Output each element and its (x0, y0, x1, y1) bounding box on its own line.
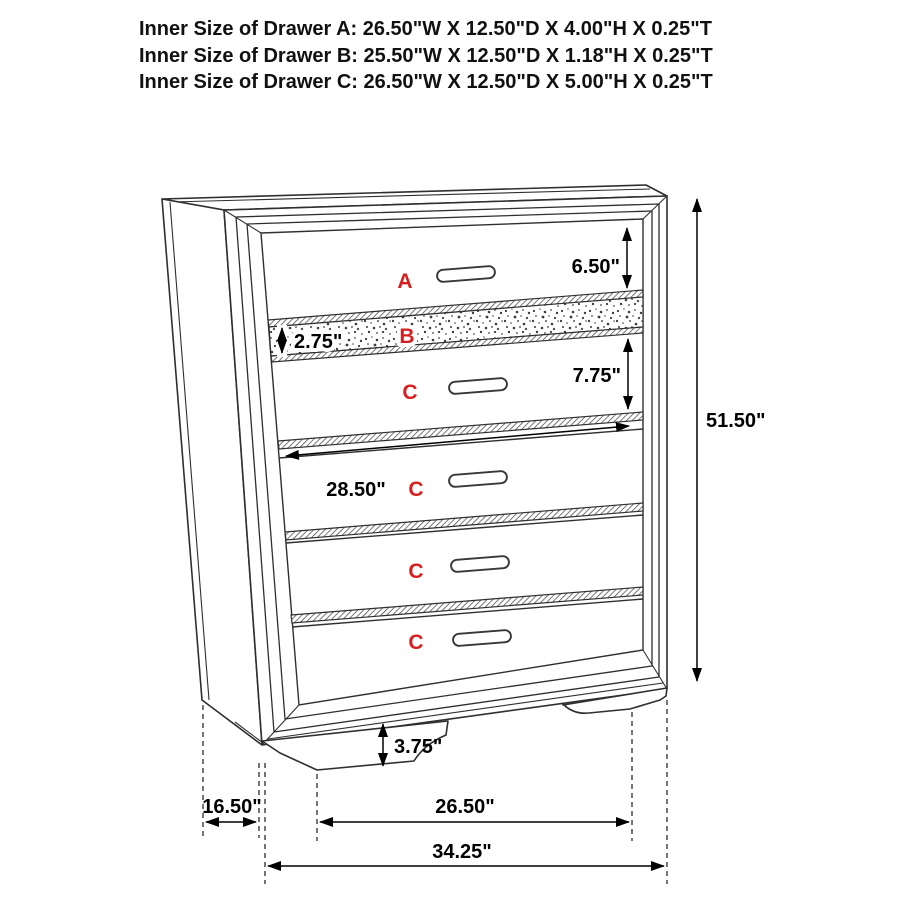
overall-width-label: 34.25" (432, 841, 492, 863)
feet-span-width-label: 26.50" (435, 796, 495, 818)
overall-height-label: 51.50" (706, 410, 766, 432)
inner-size-line-c: Inner Size of Drawer C: 26.50"W X 12.50"D X 5.00"H X 0.25"T (139, 71, 713, 93)
drawer-c3-letter: C (408, 560, 424, 583)
drawer-front-width-label: 28.50" (326, 479, 386, 501)
drawer-c4-letter: C (408, 631, 424, 654)
foot-height-label: 3.75" (394, 736, 443, 758)
drawer-a-height-label: 6.50" (571, 256, 620, 278)
drawer-b-letter: B (399, 325, 415, 348)
inner-size-line-a: Inner Size of Drawer A: 26.50"W X 12.50"D X 4.00"H X 0.25"T (139, 18, 712, 40)
drawer-c2-letter: C (408, 478, 424, 501)
side-depth-label: 16.50" (202, 796, 262, 818)
inner-size-line-b: Inner Size of Drawer B: 25.50"W X 12.50"D X 1.18"H X 0.25"T (139, 44, 713, 67)
drawer-a-letter: A (397, 270, 413, 293)
drawer-b-height-label: 2.75" (294, 331, 343, 353)
drawer-c1-letter: C (402, 381, 418, 404)
drawer-c-height-label: 7.75" (572, 365, 621, 387)
